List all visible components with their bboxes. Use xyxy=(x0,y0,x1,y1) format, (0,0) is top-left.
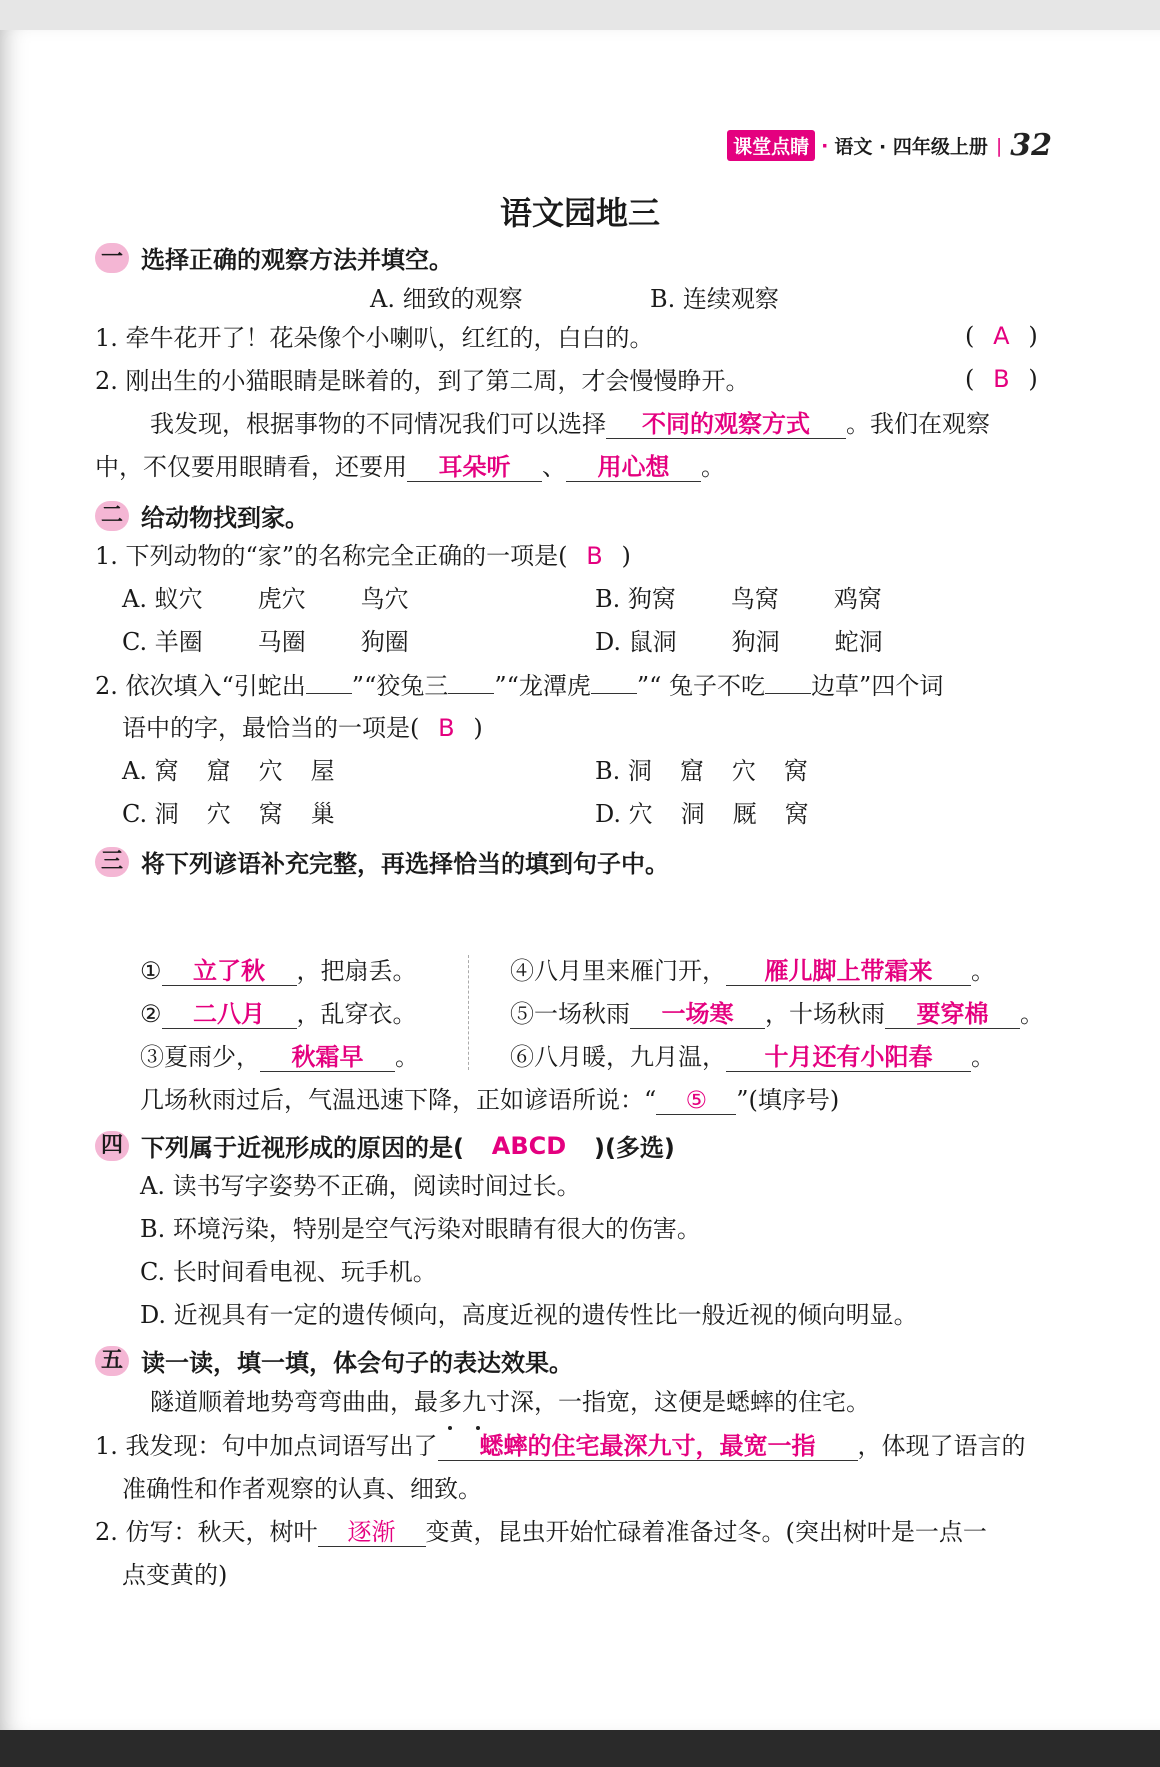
text: ”“龙潭虎 xyxy=(494,672,591,700)
s2-q2-option-c xyxy=(122,798,335,830)
answer-value: A xyxy=(993,322,1010,350)
text: 鸟窝 xyxy=(730,585,779,613)
answer-blank: 耳朵听 xyxy=(407,453,542,482)
text: 窝 xyxy=(783,757,808,785)
text: 2. 仿写：秋天，树叶 xyxy=(95,1518,318,1546)
answer-blank: 秋霜早 xyxy=(260,1043,395,1072)
section-5-heading xyxy=(95,1343,573,1378)
text: 几场秋雨过后，气温迅速下降，正如谚语所说：“ xyxy=(140,1086,657,1114)
option-b: B. 连续观察 xyxy=(650,285,779,313)
section-title: 选择正确的观察方法并填空。 xyxy=(141,246,453,274)
answer-blank: 用心想 xyxy=(566,453,701,482)
text: 中，不仅要用眼睛看，还要用 xyxy=(95,453,407,481)
s4-item-a: A. 读书写字姿势不正确，阅读时间过长。 xyxy=(140,1172,581,1200)
proverb-5 xyxy=(510,998,1044,1030)
text: 边草”四个词 xyxy=(811,672,944,700)
s5-question-1 xyxy=(95,1430,1026,1462)
s4-item-c: C. 长时间看电视、玩手机。 xyxy=(140,1258,437,1286)
answer-blank: 要穿棉 xyxy=(885,1000,1020,1029)
subject-label: 语文 · 四年级上册 xyxy=(834,136,988,158)
text: C. 羊圈 xyxy=(122,628,203,656)
answer-blank: 二八月 xyxy=(162,1000,297,1029)
text: 洞 xyxy=(680,800,705,828)
s1-question-2: 2. 刚出生的小猫眼睛是眯着的，到了第二周，才会慢慢睁开。 xyxy=(95,367,750,395)
s5-question-2 xyxy=(95,1516,987,1548)
s1-paragraph-line-2 xyxy=(95,451,725,483)
page-title: 语文园地三 xyxy=(499,194,660,232)
text: 窝 xyxy=(784,800,809,828)
text: A. 窝 xyxy=(122,757,179,785)
text: ) xyxy=(621,542,631,570)
s2-q1-option-d xyxy=(595,626,883,658)
text: 。 xyxy=(701,453,725,481)
section-title-end: )(多选) xyxy=(593,1134,675,1162)
text: 虎穴 xyxy=(257,585,306,613)
column-divider xyxy=(468,955,469,1070)
text: 穴 xyxy=(258,757,283,785)
text: 狗洞 xyxy=(731,628,780,656)
s2-question-1 xyxy=(95,540,631,572)
text: ”“狡兔三 xyxy=(351,672,449,700)
proverb-summary xyxy=(140,1084,839,1116)
text: 屋 xyxy=(310,757,335,785)
text: ”(填序号) xyxy=(736,1086,840,1114)
section-number: 三 xyxy=(95,847,129,877)
section-1-heading xyxy=(95,240,453,275)
s5-quote: 隧道顺着地势弯弯曲曲，最多九寸深，一指宽，这便是蟋蟀的住宅。 xyxy=(150,1388,870,1416)
separator-bar: | xyxy=(995,134,1003,157)
answer-value: B xyxy=(993,365,1010,393)
s2-q2-option-b xyxy=(595,755,808,787)
section-title: 给动物找到家。 xyxy=(141,504,309,532)
brand-badge: 课堂点睛 xyxy=(727,130,815,161)
empty-blank xyxy=(306,669,352,694)
answer-blank: 逐渐 xyxy=(318,1518,426,1547)
text: C. 洞 xyxy=(122,800,179,828)
answer-blank: 不同的观察方式 xyxy=(606,410,846,439)
text: 穴 xyxy=(731,757,756,785)
text: 巢 xyxy=(310,800,335,828)
worksheet-page xyxy=(0,30,1160,1730)
text: ③夏雨少， xyxy=(140,1043,260,1071)
text: 。 xyxy=(971,1043,995,1071)
empty-blank xyxy=(448,669,494,694)
answer-blank: ⑤ xyxy=(656,1086,736,1115)
section-title: 下列属于近视形成的原因的是( xyxy=(141,1134,464,1162)
answer-blank: 立了秋 xyxy=(162,957,297,986)
proverb-1 xyxy=(140,955,417,987)
s2-q2-option-d xyxy=(595,798,809,830)
text: 。 xyxy=(971,957,995,985)
page-header xyxy=(727,128,1052,163)
proverb-6 xyxy=(510,1041,995,1073)
section-number: 五 xyxy=(95,1346,129,1376)
top-margin xyxy=(0,0,1160,30)
text: ① xyxy=(140,957,162,985)
text: B. 狗窝 xyxy=(595,585,676,613)
section-2-heading xyxy=(95,498,309,533)
text: 厩 xyxy=(732,800,757,828)
text: 1. 我发现：句中加点词语写出了 xyxy=(95,1432,438,1460)
text: 、 xyxy=(542,453,566,481)
s2-q1-option-b xyxy=(595,583,882,615)
answer-value: B xyxy=(586,542,603,570)
s2-question-2-line-1 xyxy=(95,669,943,702)
separator-dot: · xyxy=(821,134,829,157)
text: ，把扇丢。 xyxy=(296,957,417,985)
text: A. 蚁穴 xyxy=(122,585,203,613)
answer-blank: 一场寒 xyxy=(630,1000,765,1029)
section-number: 一 xyxy=(95,243,129,273)
answer-blank: 十月还有小阳春 xyxy=(726,1043,971,1072)
s1-question-1: 1. 牵牛花开了！花朵像个小喇叭，红红的，白白的。 xyxy=(95,324,654,352)
text: D. 鼠洞 xyxy=(595,628,677,656)
s2-q1-option-a xyxy=(122,583,409,615)
text: 变黄，昆虫开始忙碌着准备过冬。(突出树叶是一点一 xyxy=(425,1518,987,1546)
text: ⑥八月暖，九月温， xyxy=(510,1043,726,1071)
text: 穴 xyxy=(206,800,231,828)
bottom-bar xyxy=(0,1730,1160,1767)
text: 。我们在观察 xyxy=(846,410,990,438)
text: 我发现，根据事物的不同情况我们可以选择 xyxy=(150,410,606,438)
s2-question-2-line-2 xyxy=(122,712,483,744)
text: 马圈 xyxy=(257,628,306,656)
text: 1. 下列动物的“家”的名称完全正确的一项是( xyxy=(95,542,568,570)
text: 语中的字，最恰当的一项是( xyxy=(122,714,420,742)
text: B. 洞 xyxy=(595,757,652,785)
text: 窝 xyxy=(258,800,283,828)
s4-item-b: B. 环境污染，特别是空气污染对眼睛有很大的伤害。 xyxy=(140,1215,701,1243)
s5-question-1-line-2: 准确性和作者观察的认真、细致。 xyxy=(122,1475,482,1503)
answer-paren: ( A ) xyxy=(965,322,1038,350)
text: 鸡窝 xyxy=(833,585,882,613)
text: 2. 依次填入“引蛇出 xyxy=(95,672,306,700)
text: D. 穴 xyxy=(595,800,653,828)
text: ⑤一场秋雨 xyxy=(510,1000,630,1028)
text: 蛇洞 xyxy=(834,628,883,656)
text: ，十场秋雨 xyxy=(765,1000,885,1028)
text: ”“ 兔子不吃 xyxy=(636,672,766,700)
answer-value: B xyxy=(438,714,455,742)
section-title: 将下列谚语补充完整，再选择恰当的填到句子中。 xyxy=(141,850,669,878)
text: 窟 xyxy=(206,757,231,785)
empty-blank xyxy=(591,669,637,694)
answer-blank: 蟋蟀的住宅最深九寸，最宽一指 xyxy=(438,1432,858,1461)
answer-paren: ( B ) xyxy=(965,365,1038,393)
text: 狗圈 xyxy=(360,628,409,656)
s4-item-d: D. 近视具有一定的遗传倾向，高度近视的遗传性比一般近视的倾向明显。 xyxy=(140,1301,918,1329)
answer-value: ABCD xyxy=(491,1131,567,1160)
text: ，乱穿衣。 xyxy=(296,1000,417,1028)
option-a: A. 细致的观察 xyxy=(370,285,523,313)
proverb-2 xyxy=(140,998,417,1030)
text: 。 xyxy=(395,1043,419,1071)
section-title: 读一读，填一填，体会句子的表达效果。 xyxy=(141,1349,573,1377)
text: ② xyxy=(140,1000,162,1028)
text: 窟 xyxy=(679,757,704,785)
s2-q1-option-c xyxy=(122,626,409,658)
section-4-heading xyxy=(95,1128,675,1163)
page-number: 32 xyxy=(1010,128,1052,163)
s2-q2-option-a xyxy=(122,755,335,787)
text: 鸟穴 xyxy=(360,585,409,613)
proverb-3 xyxy=(140,1041,419,1073)
text: ) xyxy=(473,714,483,742)
text: 。 xyxy=(1020,1000,1044,1028)
section-number: 四 xyxy=(95,1131,129,1161)
text: ④八月里来雁门开， xyxy=(510,957,726,985)
answer-blank: 雁儿脚上带霜来 xyxy=(726,957,971,986)
text: ，体现了语言的 xyxy=(857,1432,1026,1460)
empty-blank xyxy=(765,669,811,694)
s5-question-2-line-2: 点变黄的) xyxy=(122,1561,228,1589)
proverb-4 xyxy=(510,955,995,987)
section-3-heading xyxy=(95,844,669,879)
section-number: 二 xyxy=(95,501,129,531)
s1-paragraph-line-1 xyxy=(150,408,990,440)
